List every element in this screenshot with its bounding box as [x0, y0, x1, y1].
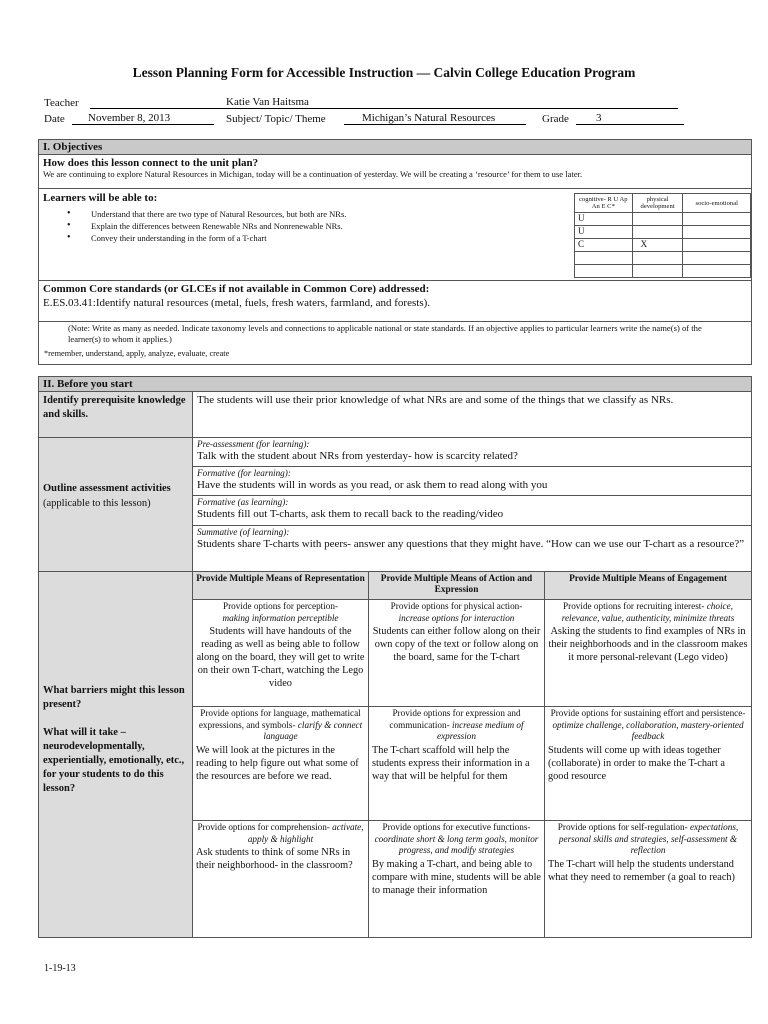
domain-cell: C [575, 239, 633, 252]
udl-cell [369, 600, 545, 707]
udl-response: By making a T-chart, and being able to compare with mine, students will be able to manage their information [372, 858, 541, 896]
udl-cell [193, 707, 369, 821]
assessment-sub: (applicable to this lesson) [43, 498, 151, 509]
udl-response: The T-chart scaffold will help the students express their information in a way that will be helpful for them [372, 744, 530, 782]
udl-response: Students can either follow along on their own copy of the text or follow along on the board, same for the T-chart [372, 626, 541, 663]
grade-line [576, 113, 684, 125]
domains-table [574, 193, 751, 278]
footer-date: 1-19-13 [44, 963, 76, 974]
subject-value: Michigan’s Natural Resources [362, 112, 496, 124]
domain-cell [575, 265, 633, 278]
udl-option-detail: clarify & connect language [263, 719, 363, 741]
domain-cell: X [632, 239, 683, 252]
note-divider [38, 321, 752, 322]
udl-option: Provide options for executive functions- [382, 822, 531, 832]
udl-header-text: Provide Multiple Means of Action and Expression [380, 574, 533, 595]
udl-cell [545, 707, 752, 821]
teacher-label: Teacher [44, 97, 79, 109]
domain-cell [683, 252, 751, 265]
udl-option-detail: optimize challenge, collaboration, mastery-oriented feedback [552, 719, 744, 741]
udl-option: Provide options for perception- [222, 601, 339, 611]
assessment-text: Students share T-charts with peers- answer any questions that they might have. “How can we use our T-chart as a resource?” [197, 538, 745, 550]
udl-option: Provide options for comprehension- [197, 822, 330, 832]
grade-label: Grade [542, 113, 569, 125]
barriers-question-2: What will it take – neurodevelopmentally, experientially, emotionally, etc., for your students to do this lesson? [43, 727, 185, 794]
assessment-type: Formative (as learning): [197, 497, 289, 507]
assessment-label-cell [38, 438, 193, 572]
prereq-label: Identify prerequisite knowledge and skills. [43, 395, 186, 420]
before-heading: II. Before you start [39, 377, 752, 392]
domain-cell: U [575, 226, 633, 239]
unit-question: How does this lesson connect to the unit plan? [43, 157, 259, 169]
assessment-text: Students fill out T-charts, ask them to recall back to the reading/video [197, 508, 504, 520]
udl-option-detail: increase medium of expression [437, 719, 524, 741]
udl-header-representation [193, 572, 369, 600]
udl-cell [193, 600, 369, 707]
udl-option-detail: increase options for interaction [398, 612, 515, 623]
udl-response: Students will come up with ideas together (collaborate) in order to make the T-chart a good resource [548, 744, 725, 782]
objective-bullet: • Explain the differences between Renewable NRs and Nonrenewable NRs. [39, 220, 751, 232]
udl-response: Ask students to think of some NRs in their neighborhood- in the classroom? [196, 847, 353, 871]
udl-header-text: Provide Multiple Means of Engagement [569, 574, 727, 584]
domain-cell [683, 226, 751, 239]
objective-bullet: • Convey their understanding in the form of a T-chart [39, 232, 751, 244]
domain-cell [632, 226, 683, 239]
barriers-question: What barriers might this lesson present? [43, 685, 185, 710]
objectives-heading: I. Objectives [39, 140, 751, 155]
prereq-label-cell [38, 392, 193, 438]
barriers-label-cell [38, 572, 193, 938]
prereq-value-cell [193, 392, 752, 438]
udl-option: Provide options for sustaining effort and persistence- [550, 708, 746, 718]
udl-response: We will look at the pictures in the reading to help figure out what some of the resources are before we read. [196, 744, 359, 782]
udl-cell [193, 821, 369, 938]
udl-option-detail: activate, apply & highlight [247, 822, 364, 844]
domain-cell [683, 213, 751, 226]
udl-option: Provide options for self-regulation- [557, 822, 688, 832]
objectives-note: (Note: Write as many as needed. Indicate taxonomy levels and connections to applicable national or state standards. If an objective applies to particular learners write the name(s) of the learner(s) to whom it applies.) [68, 323, 702, 344]
learners-label: Learners will be able to: [43, 192, 158, 204]
domain-header-cognitive: cognitive- R U Ap An E C* [575, 194, 633, 213]
objective-bullet: • Understand that there are two type of Natural Resources, but both are NRs. [39, 208, 751, 220]
udl-response: The T-chart will help the students understand what they need to remember (a goal to reach) [548, 858, 735, 883]
form-title: Lesson Planning Form for Accessible Instruction — Calvin College Education Program [132, 65, 636, 80]
udl-response: Asking the students to find examples of NRs in their neighborhoods and in the classroom makes it more personal-relevant (Lego video) [548, 626, 748, 663]
assessment-text: Have the students will in words as you read, or ask them to read along with you [197, 479, 548, 491]
udl-option-detail: choice, relevance, value, authenticity, minimize threats [561, 601, 735, 623]
assessment-label: Outline assessment activities [43, 483, 171, 494]
udl-option-detail: expectations, personal skills and strategies, self-assessment & reflection [558, 822, 739, 855]
grade-value: 3 [596, 112, 602, 124]
udl-header-engagement [545, 572, 752, 600]
assessment-type: Formative (for learning): [197, 468, 291, 478]
udl-header-text: Provide Multiple Means of Representation [196, 574, 365, 584]
udl-cell [545, 600, 752, 707]
udl-header-action [369, 572, 545, 600]
domain-cell [632, 265, 683, 278]
domain-header-socio: socio-emotional [683, 194, 751, 213]
assessment-row [193, 467, 752, 496]
domain-cell [632, 213, 683, 226]
standards-value: E.ES.03.41:Identify natural resources (metal, fuels, fresh waters, farmland, and forests). [43, 297, 431, 309]
domain-header-physical: physical development [632, 194, 683, 213]
assessment-row [193, 438, 752, 467]
assessment-type: Pre-assessment (for learning): [197, 439, 310, 449]
date-label: Date [44, 113, 65, 125]
udl-cell [369, 821, 545, 938]
standards-divider [38, 280, 752, 281]
standards-label: Common Core standards (or GLCEs if not available in Common Core) addressed: [43, 283, 430, 295]
udl-option: Provide options for physical action- [390, 601, 523, 611]
udl-cell [545, 821, 752, 938]
prereq-value: The students will use their prior knowledge of what NRs are and some of the things that we classify as NRs. [197, 394, 674, 406]
subject-label: Subject/ Topic/ Theme [226, 113, 326, 125]
udl-option-detail: making information perceptible [222, 612, 339, 623]
unit-answer: We are continuing to explore Natural Resources in Michigan, today will be a continuation of yesterday. We will be creating a ‘resource’ for them to use later. [39, 169, 751, 189]
udl-option: Provide options for expression and communication- [389, 708, 521, 730]
domain-cell [632, 252, 683, 265]
assessment-text: Talk with the student about NRs from yesterday- how is scarcity related? [197, 450, 518, 462]
domain-cell [683, 265, 751, 278]
udl-response: Students will have handouts of the reading as well as being able to follow along on the board, they will get to write on their own T-chart, watching the Lego video [196, 626, 365, 689]
taxonomy-footnote: *remember, understand, apply, analyze, evaluate, create [44, 349, 230, 358]
udl-option: Provide options for language, mathematical expressions, and symbols- [198, 708, 361, 730]
udl-option-detail: coordinate short & long term goals, monitor progress, and modify strategies [374, 833, 539, 855]
domain-cell [683, 239, 751, 252]
date-value: November 8, 2013 [88, 112, 171, 124]
teacher-line [90, 97, 678, 109]
teacher-value: Katie Van Haitsma [226, 96, 309, 108]
udl-option: Provide options for recruiting interest- [563, 601, 705, 611]
assessment-row [193, 526, 752, 572]
udl-cell [369, 707, 545, 821]
domain-cell [575, 252, 633, 265]
assessment-row [193, 496, 752, 526]
assessment-type: Summative (of learning): [197, 527, 290, 537]
domain-cell: U [575, 213, 633, 226]
